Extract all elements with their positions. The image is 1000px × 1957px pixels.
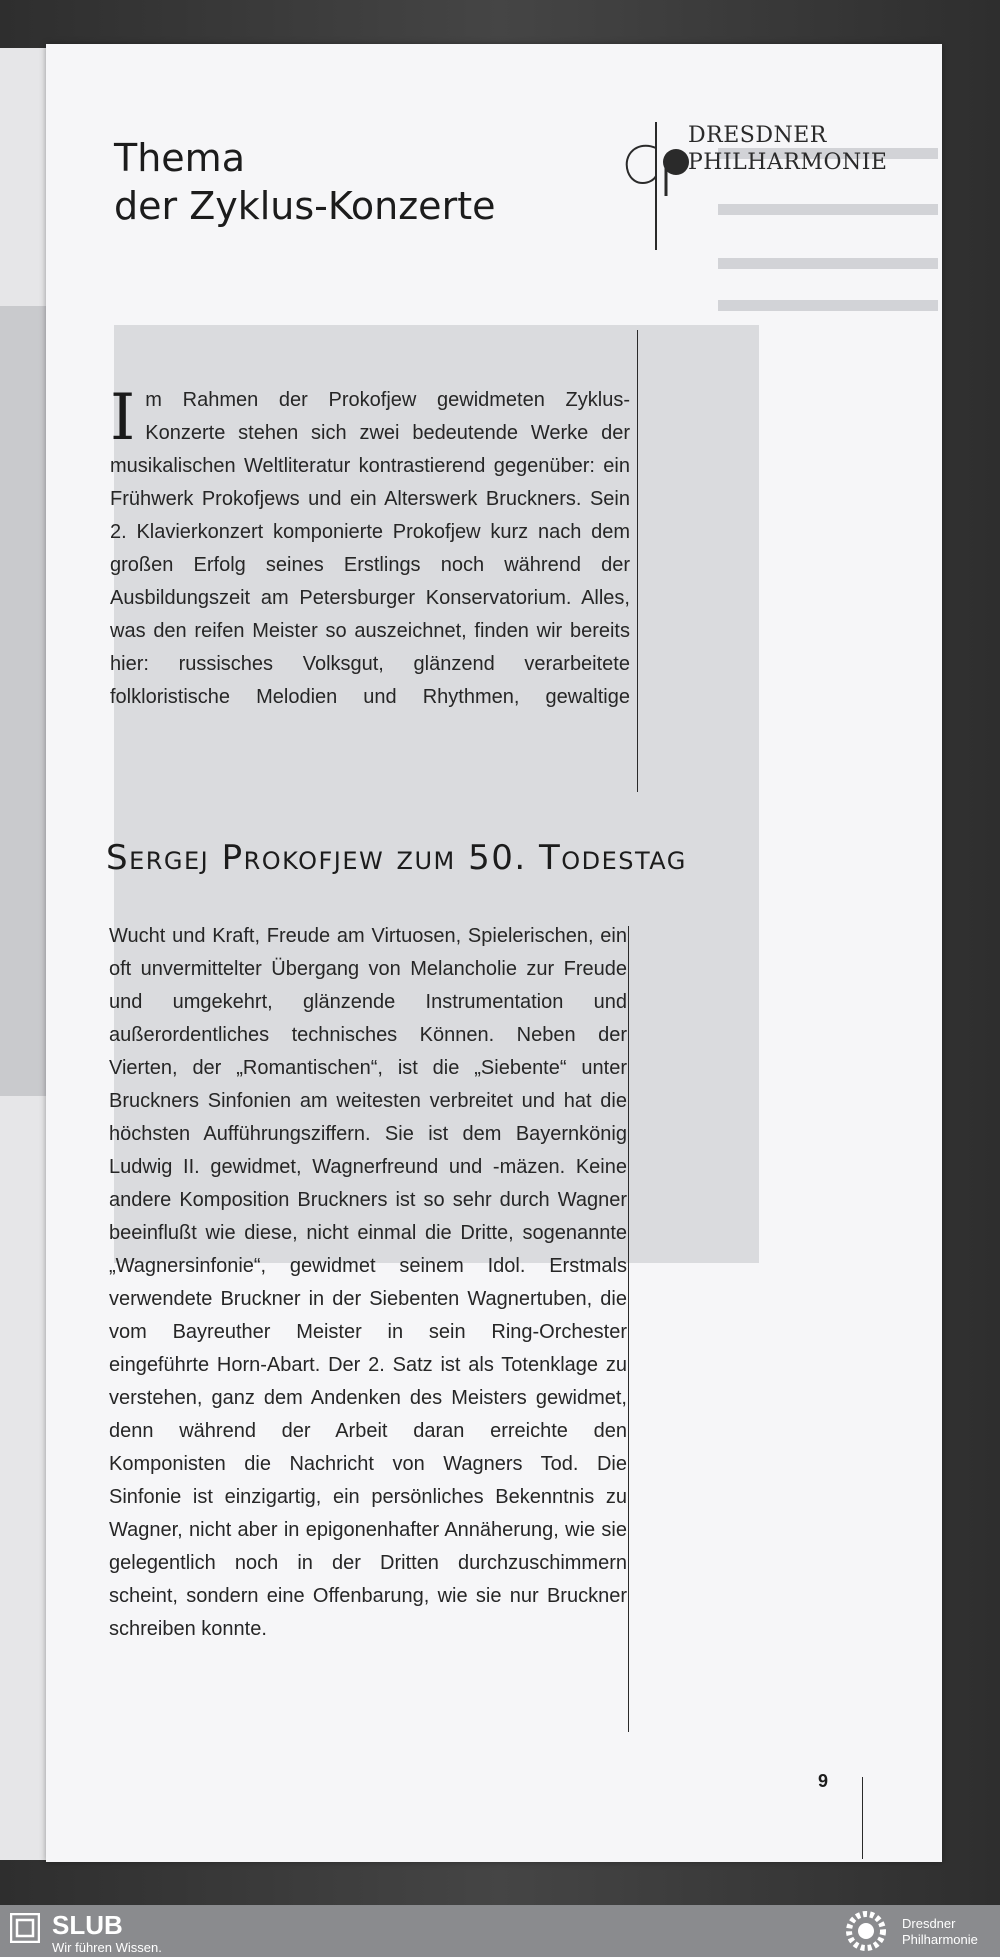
drop-cap: I: [110, 381, 136, 455]
intro-text: m Rahmen der Prokofjew gewidmeten Zyklus-Konzerte stehen sich zwei bedeutende Werke der musikalischen Weltliteratur kontrastierend gegenüber: ein Frühwerk Prokofjews und ein Alterswerk Bruckners. Sein 2. Klavierkonzert komponierte Prokofjew kurz nach dem großen Erfolg seines Erstlings noch während der Ausbildungszeit am Petersburger Konservatorium. Alles, was den reifen Meister so auszeichnet, finden wir bereits hier: russisches Volksgut, glänzend verarbeitete folkloristische Melodien und Rhythmen, gewaltige: [110, 389, 630, 708]
show-through-rule: [718, 300, 938, 311]
body-paragraph: [109, 920, 627, 1646]
column-rule-upper: [637, 330, 638, 792]
philharmonie-name: [902, 1916, 978, 1948]
intro-paragraph: [110, 381, 630, 714]
brochure-page: [46, 44, 942, 1862]
slub-name: SLUB: [52, 1910, 123, 1940]
title-line: der Zyklus-Konzerte: [114, 184, 496, 228]
previous-page-shade: [0, 306, 52, 1096]
title-line: Thema: [114, 136, 245, 180]
philharmonie-emblem-icon: [840, 1908, 892, 1954]
logo-line: DRESDNER: [688, 123, 827, 148]
logo-line: PHILHARMONIE: [688, 150, 888, 175]
show-through-rule: [718, 258, 938, 269]
body-text: Wucht und Kraft, Freude am Virtuosen, Spielerischen, ein oft unvermittelter Übergang von Melancholie zur Freude und umgekehrt, glänzende Instrumentation und außerordentliches technisches Können. Neben der Vierten, der „Romantischen“, ist die „Siebente“ unter Bruckners Sinfonien am weitesten verbreitet und hat die höchsten Aufführungsziffern. Sie ist dem Bayernkönig Ludwig II. gewidmet, Wagnerfreund und -mäzen. Keine andere Komposition Bruckners ist so sehr durch Wagner beeinflußt wie diese, nicht einmal die Dritte, sogenannte „Wagnersinfonie“, gewidmet seinem Idol. Erstmals verwendete Bruckner in der Siebenten Wagnertuben, die vom Bayreuther Meister in sein Ring-Orchester eingeführte Horn-Abart. Der 2. Satz ist als Totenklage zu verstehen, ganz dem Andenken des Meisters gewidmet, denn während der Arbeit daran erreichte den Komponisten die Nachricht von Wagners Tod. Die Sinfonie ist einzigartig, ein persönliches Bekenntnis zu Wagner, nicht aber in epigonenhafter Annäherung, wie sie gelegentlich noch in der Dritten durchzuschimmern scheint, sondern eine Offenbarung, wie sie nur Bruckner schreiben konnte.: [109, 925, 627, 1640]
footer-bar: [0, 1905, 1000, 1957]
page-number: 9: [818, 1771, 829, 1791]
page-title: [114, 134, 495, 230]
slub-tagline: Wir führen Wissen.: [52, 1940, 162, 1955]
slub-logo-icon: [10, 1913, 40, 1943]
logo-wordmark: [688, 122, 888, 176]
column-rule-lower: [628, 926, 629, 1732]
page-number-rule: [862, 1777, 863, 1859]
philharmonie-name-line: Philharmonie: [902, 1932, 978, 1947]
philharmonie-name-line: Dresdner: [902, 1916, 956, 1931]
section-heading: Sergej Prokofjew zum 50. Todestag: [106, 838, 687, 878]
